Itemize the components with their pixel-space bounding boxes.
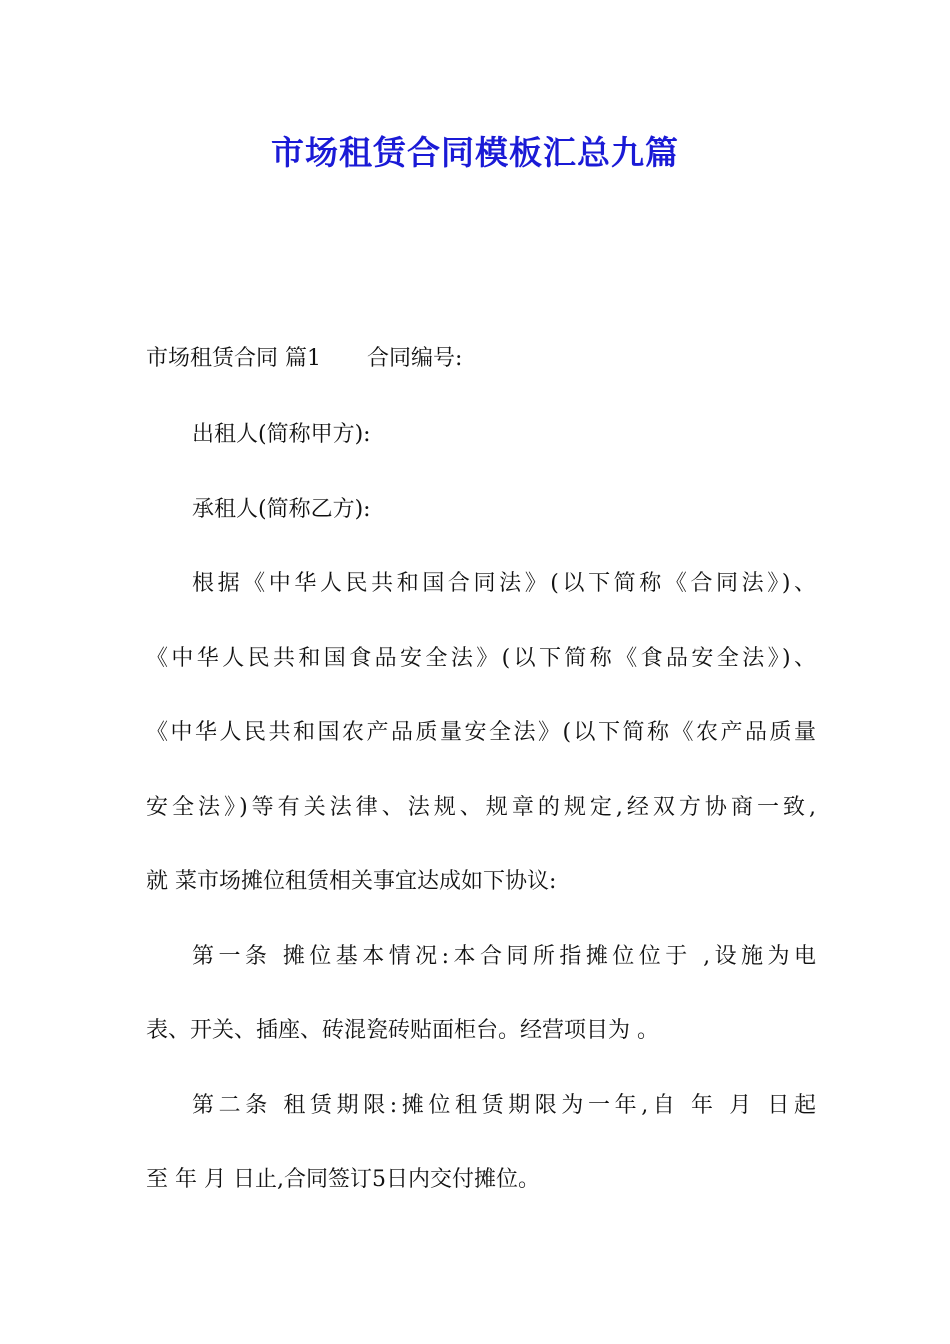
paragraph-line: 就 菜市场摊位租赁相关事宜达成如下协议: <box>146 869 557 894</box>
contract-section-label: 市场租赁合同 篇1 <box>146 346 321 371</box>
paragraph-line: 《中华人民共和国农产品质量安全法》(以下简称《农产品质量 <box>146 720 816 745</box>
article-two-line: 第二条 租赁期限:摊位租赁期限为一年,自 年 月 日起 <box>192 1093 816 1118</box>
paragraph-line: 至 年 月 日止,合同签订5日内交付摊位。 <box>146 1167 540 1192</box>
lessee-line: 承租人(简称乙方): <box>192 497 371 522</box>
lessor-line: 出租人(简称甲方): <box>192 422 371 447</box>
contract-header-line <box>146 342 816 376</box>
paragraph-line: 《中华人民共和国食品安全法》(以下简称《食品安全法》)、 <box>146 646 816 671</box>
paragraph-line: 表、开关、插座、砖混瓷砖贴面柜台。经营项目为 。 <box>146 1018 659 1043</box>
paragraph-line: 安全法》)等有关法律、法规、规章的规定,经双方协商一致, <box>146 795 816 820</box>
article-one-line: 第一条 摊位基本情况:本合同所指摊位位于 ,设施为电 <box>192 944 816 969</box>
document-title: 市场租赁合同模板汇总九篇 <box>271 133 679 172</box>
contract-number-label: 合同编号: <box>367 346 463 371</box>
paragraph-line: 根据《中华人民共和国合同法》(以下简称《合同法》)、 <box>192 571 816 596</box>
